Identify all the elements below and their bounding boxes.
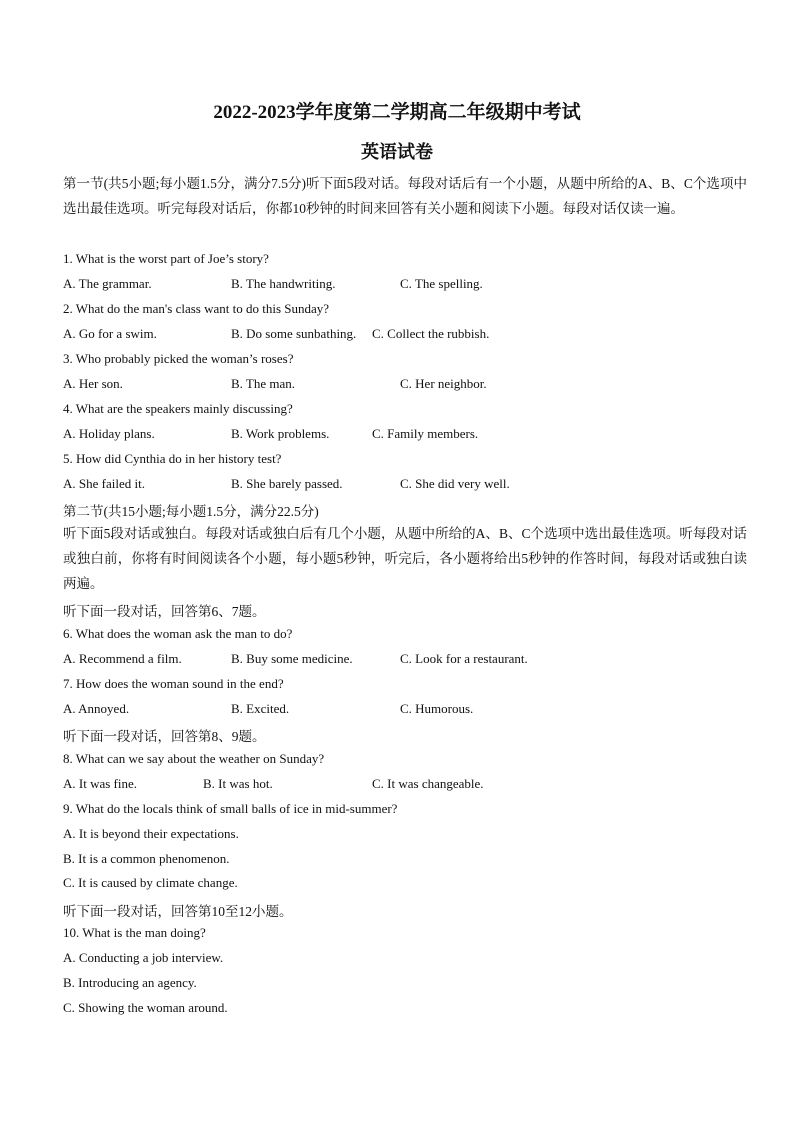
question-6-option-a: A. Recommend a film. (63, 651, 182, 666)
question-1-stem: 1. What is the worst part of Joe’s story? (63, 251, 269, 266)
group-1-instruction: 听下面一段对话，回答第6、7题。 (63, 604, 266, 619)
question-4-stem: 4. What are the speakers mainly discussing? (63, 401, 293, 416)
exam-subtitle: 英语试卷 (361, 142, 433, 162)
question-9-stem: 9. What do the locals think of small balls of ice in mid-summer? (63, 801, 398, 816)
question-10-option-c: C. Showing the woman around. (63, 1000, 228, 1015)
question-3-option-b: B. The man. (231, 376, 296, 391)
question-7-option-c: C. Humorous. (400, 701, 474, 716)
question-1-option-a: A. The grammar. (63, 276, 152, 291)
question-10-option-a: A. Conducting a job interview. (63, 950, 224, 965)
question-9-option-c: C. It is caused by climate change. (63, 875, 238, 890)
group-2-instruction: 听下面一段对话，回答第8、9题。 (63, 729, 266, 744)
question-8-option-a: A. It was fine. (63, 776, 138, 791)
question-5-option-a: A. She failed it. (63, 476, 145, 491)
question-1-option-c: C. The spelling. (400, 276, 483, 291)
question-8-option-b: B. It was hot. (203, 776, 273, 791)
question-3-option-a: A. Her son. (63, 376, 123, 391)
section2-instruction: 听下面5段对话或独白。每段对话或独白后有几个小题，从题中所给的A、B、C个选项中选出最佳选项。听每段对话或独白前，你将有时间阅读各个小题，每小题5秒钟，听完后，各小题将给出5秒钟的作答时间，每段对话或独白读两遍。 (63, 526, 747, 591)
question-2-option-c: C. Collect the rubbish. (372, 326, 490, 341)
question-5-option-b: B. She barely passed. (231, 476, 343, 491)
question-1-option-b: B. The handwriting. (231, 276, 336, 291)
question-3-option-c: C. Her neighbor. (400, 376, 487, 391)
question-2-option-b: B. Do some sunbathing. (231, 326, 357, 341)
question-8-option-c: C. It was changeable. (372, 776, 484, 791)
question-5-option-c: C. She did very well. (400, 476, 510, 491)
question-3-stem: 3. Who probably picked the woman’s roses? (63, 351, 294, 366)
question-10-stem: 10. What is the man doing? (63, 925, 206, 940)
question-2-stem: 2. What do the man's class want to do this Sunday? (63, 301, 330, 316)
question-5-stem: 5. How did Cynthia do in her history test? (63, 451, 282, 466)
question-4-option-c: C. Family members. (372, 426, 479, 441)
question-8-stem: 8. What can we say about the weather on Sunday? (63, 751, 325, 766)
question-6-option-b: B. Buy some medicine. (231, 651, 353, 666)
question-6-stem: 6. What does the woman ask the man to do? (63, 626, 293, 641)
question-2-option-a: A. Go for a swim. (63, 326, 157, 341)
question-4-option-a: A. Holiday plans. (63, 426, 155, 441)
section1-instruction: 第一节(共5小题;每小题1.5分，满分7.5分)听下面5段对话。每段对话后有一个小题，从题中所给的A、B、C个选项中选出最佳选项。听完每段对话后，你都10秒钟的时间来回答有关小题和阅读下小题。每段对话仅读一遍。 (63, 176, 747, 216)
exam-title: 2022-2023学年度第二学期高二年级期中考试 (213, 102, 581, 123)
question-7-option-a: A. Annoyed. (63, 701, 130, 716)
group-3-instruction: 听下面一段对话，回答第10至12小题。 (63, 904, 293, 919)
question-9-option-b: B. It is a common phenomenon. (63, 851, 230, 866)
question-6-option-c: C. Look for a restaurant. (400, 651, 528, 666)
question-4-option-b: B. Work problems. (231, 426, 330, 441)
section2-heading: 第二节(共15小题;每小题1.5分，满分22.5分) (63, 504, 319, 519)
question-7-option-b: B. Excited. (231, 701, 290, 716)
question-9-option-a: A. It is beyond their expectations. (63, 826, 239, 841)
question-10-option-b: B. Introducing an agency. (63, 975, 197, 990)
question-7-stem: 7. How does the woman sound in the end? (63, 676, 284, 691)
